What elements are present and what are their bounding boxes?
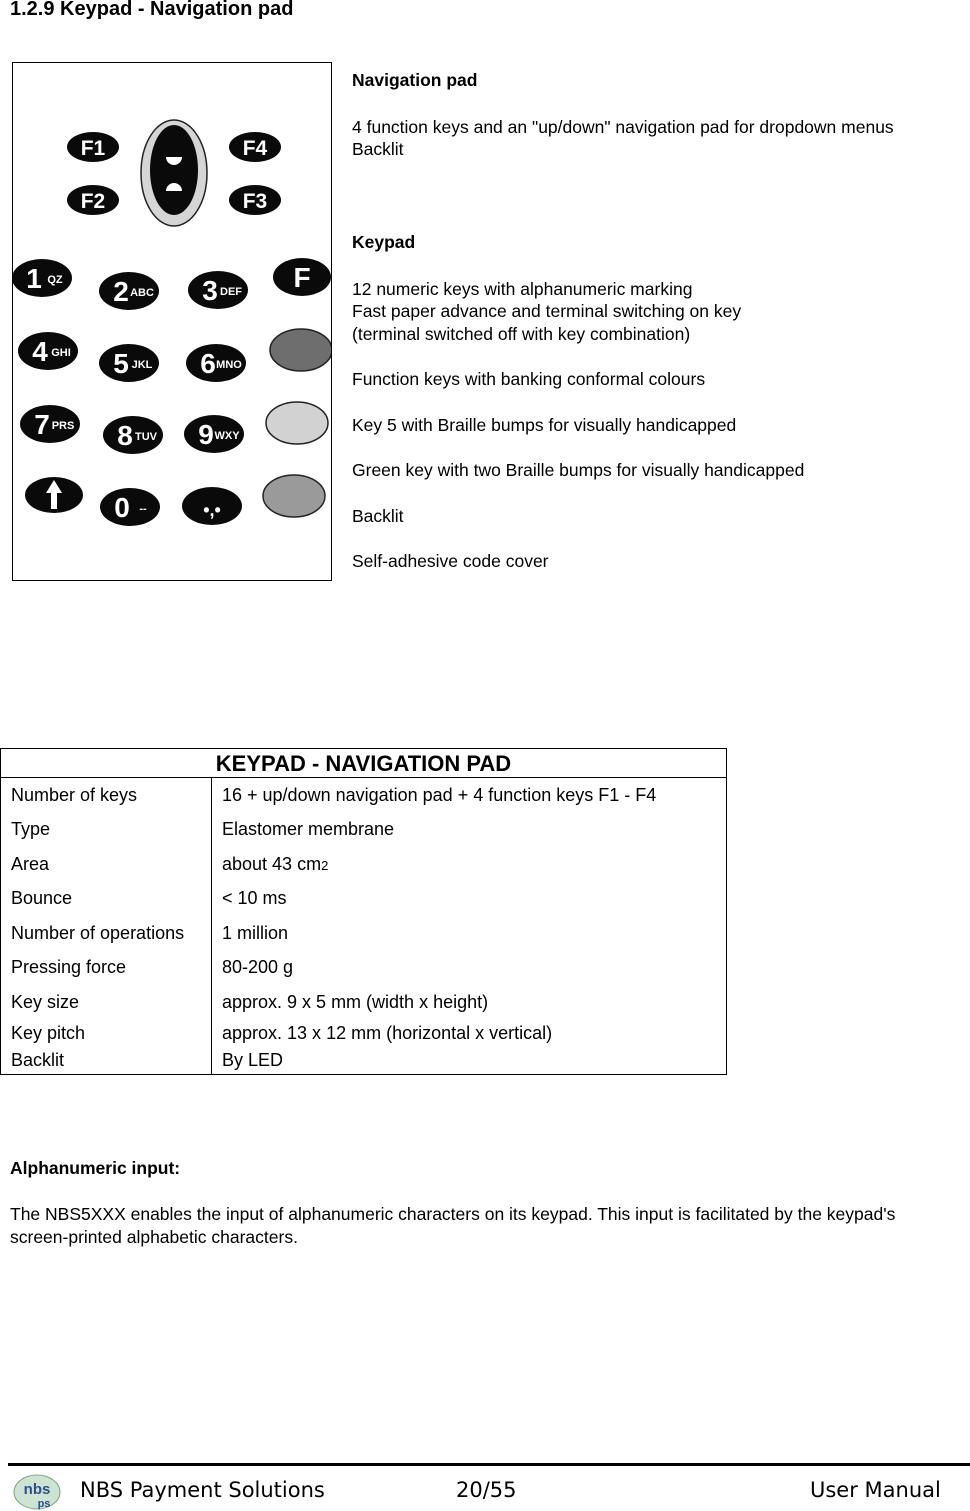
keypad-line: Green key with two Braille bumps for visually handicapped bbox=[352, 460, 805, 480]
key-digit: •,• bbox=[203, 500, 221, 520]
numeric-key bbox=[188, 271, 248, 309]
footer-doc-title: User Manual bbox=[810, 1478, 941, 1502]
numeric-key bbox=[273, 258, 331, 296]
nav-line: Backlit bbox=[352, 139, 404, 159]
keypad-illustration bbox=[13, 63, 331, 579]
key-letters: -- bbox=[139, 503, 147, 515]
numeric-key bbox=[13, 259, 72, 297]
spec-label: Key size bbox=[1, 985, 212, 1020]
spec-label: Number of operations bbox=[1, 916, 212, 951]
spec-label: Area bbox=[1, 847, 212, 882]
cancel-key bbox=[270, 329, 331, 371]
nbs-logo bbox=[12, 1472, 62, 1510]
keypad-line: Function keys with banking conformal colours bbox=[352, 369, 706, 389]
spec-value: By LED bbox=[212, 1048, 727, 1075]
key-digit: 1 bbox=[26, 263, 42, 294]
paper-feed-key bbox=[25, 477, 83, 513]
spec-label: Bounce bbox=[1, 882, 212, 917]
table-row bbox=[1, 778, 727, 813]
alphanumeric-paragraph: The NBS5XXX enables the input of alphanumeric characters on its keypad. This input is facilitated by the keypad's screen-printed alphabetic characters. bbox=[10, 1204, 896, 1247]
spec-label: Backlit bbox=[1, 1048, 212, 1075]
section-title: 1.2.9 Keypad - Navigation pad bbox=[10, 0, 294, 20]
spec-value-text: about 43 cm bbox=[222, 853, 322, 874]
key-digit: 8 bbox=[117, 420, 133, 451]
table-row bbox=[1, 985, 727, 1020]
nav-heading: Navigation pad bbox=[352, 70, 478, 90]
numeric-key bbox=[184, 415, 244, 453]
navigation-pad bbox=[141, 120, 207, 226]
keypad-line: Backlit bbox=[352, 506, 404, 526]
numeric-key bbox=[186, 344, 246, 382]
key-letters: DEF bbox=[220, 286, 242, 298]
key-digit: 3 bbox=[202, 275, 218, 306]
key-letters: QZ bbox=[47, 274, 63, 286]
key-digit: 0 bbox=[114, 492, 130, 523]
spec-value: 1 million bbox=[212, 916, 727, 951]
spec-value-superscript: 2 bbox=[321, 857, 329, 873]
table-row bbox=[1, 1048, 727, 1075]
footer-company: NBS Payment Solutions bbox=[80, 1478, 325, 1502]
key-letters: WXY bbox=[214, 430, 240, 442]
spec-value: < 10 ms bbox=[212, 882, 727, 917]
table-row bbox=[1, 813, 727, 848]
key-digit: 5 bbox=[113, 348, 129, 379]
spec-label: Pressing force bbox=[1, 951, 212, 986]
numeric-key bbox=[103, 416, 163, 454]
spec-value: 16 + up/down navigation pad + 4 function keys F1 - F4 bbox=[212, 778, 727, 813]
keypad-line: Fast paper advance and terminal switching on key bbox=[352, 301, 742, 321]
key-digit: 6 bbox=[200, 348, 216, 379]
key-letters: PRS bbox=[51, 420, 75, 432]
spec-label: Key pitch bbox=[1, 1020, 212, 1048]
function-key-label: F4 bbox=[242, 137, 268, 160]
keypad-figure bbox=[12, 62, 332, 581]
key-letters: ABC bbox=[130, 287, 154, 299]
key-digit: 9 bbox=[198, 419, 214, 450]
spec-table bbox=[0, 748, 727, 1075]
numeric-key bbox=[20, 405, 80, 443]
key-letters: JKL bbox=[131, 359, 153, 371]
spec-label: Number of keys bbox=[1, 778, 212, 813]
function-key-f4 bbox=[229, 132, 281, 162]
footer-rule bbox=[8, 1463, 970, 1466]
footer-page-number: 20/55 bbox=[456, 1478, 517, 1502]
keypad-line: (terminal switched off with key combination) bbox=[352, 324, 691, 344]
table-row bbox=[1, 847, 727, 882]
spec-table-title: KEYPAD - NAVIGATION PAD bbox=[1, 749, 727, 778]
numeric-key bbox=[182, 487, 242, 525]
numeric-key bbox=[100, 488, 160, 526]
keypad-line: Self-adhesive code cover bbox=[352, 551, 549, 571]
enter-key bbox=[263, 475, 325, 517]
key-letters: MNO bbox=[216, 359, 242, 371]
numeric-key bbox=[99, 272, 159, 310]
nav-line: 4 function keys and an "up/down" navigation pad for dropdown menus bbox=[352, 117, 894, 137]
spec-value: approx. 13 x 12 mm (horizontal x vertical) bbox=[212, 1020, 727, 1048]
table-row bbox=[1, 882, 727, 917]
table-row bbox=[1, 1020, 727, 1048]
key-letters: GHI bbox=[51, 347, 71, 359]
spec-value bbox=[212, 847, 727, 882]
key-digit: F bbox=[293, 262, 311, 293]
table-row bbox=[1, 951, 727, 986]
key-digit: 7 bbox=[34, 409, 50, 440]
function-key-f1 bbox=[67, 132, 119, 162]
function-key-f3 bbox=[229, 185, 281, 215]
logo-text: nbs bbox=[23, 1481, 51, 1498]
function-key-label: F3 bbox=[242, 190, 268, 213]
spec-value: 80-200 g bbox=[212, 951, 727, 986]
table-row bbox=[1, 916, 727, 951]
alphanumeric-heading: Alphanumeric input: bbox=[10, 1158, 181, 1178]
keypad-line: Key 5 with Braille bumps for visually handicapped bbox=[352, 415, 737, 435]
spec-label: Type bbox=[1, 813, 212, 848]
function-key-label: F2 bbox=[80, 190, 106, 213]
logo-subtext: ps bbox=[37, 1498, 51, 1510]
key-letters: TUV bbox=[135, 431, 157, 443]
key-digit: 2 bbox=[113, 276, 129, 307]
numeric-key bbox=[18, 332, 78, 370]
numeric-key bbox=[99, 344, 159, 382]
keypad-heading: Keypad bbox=[352, 232, 416, 252]
correction-key bbox=[266, 402, 328, 444]
function-key-f2 bbox=[67, 185, 119, 215]
spec-value: Elastomer membrane bbox=[212, 813, 727, 848]
key-digit: 4 bbox=[32, 336, 48, 367]
keypad-line: 12 numeric keys with alphanumeric marking bbox=[352, 279, 693, 299]
function-key-label: F1 bbox=[80, 137, 106, 160]
spec-value: approx. 9 x 5 mm (width x height) bbox=[212, 985, 727, 1020]
